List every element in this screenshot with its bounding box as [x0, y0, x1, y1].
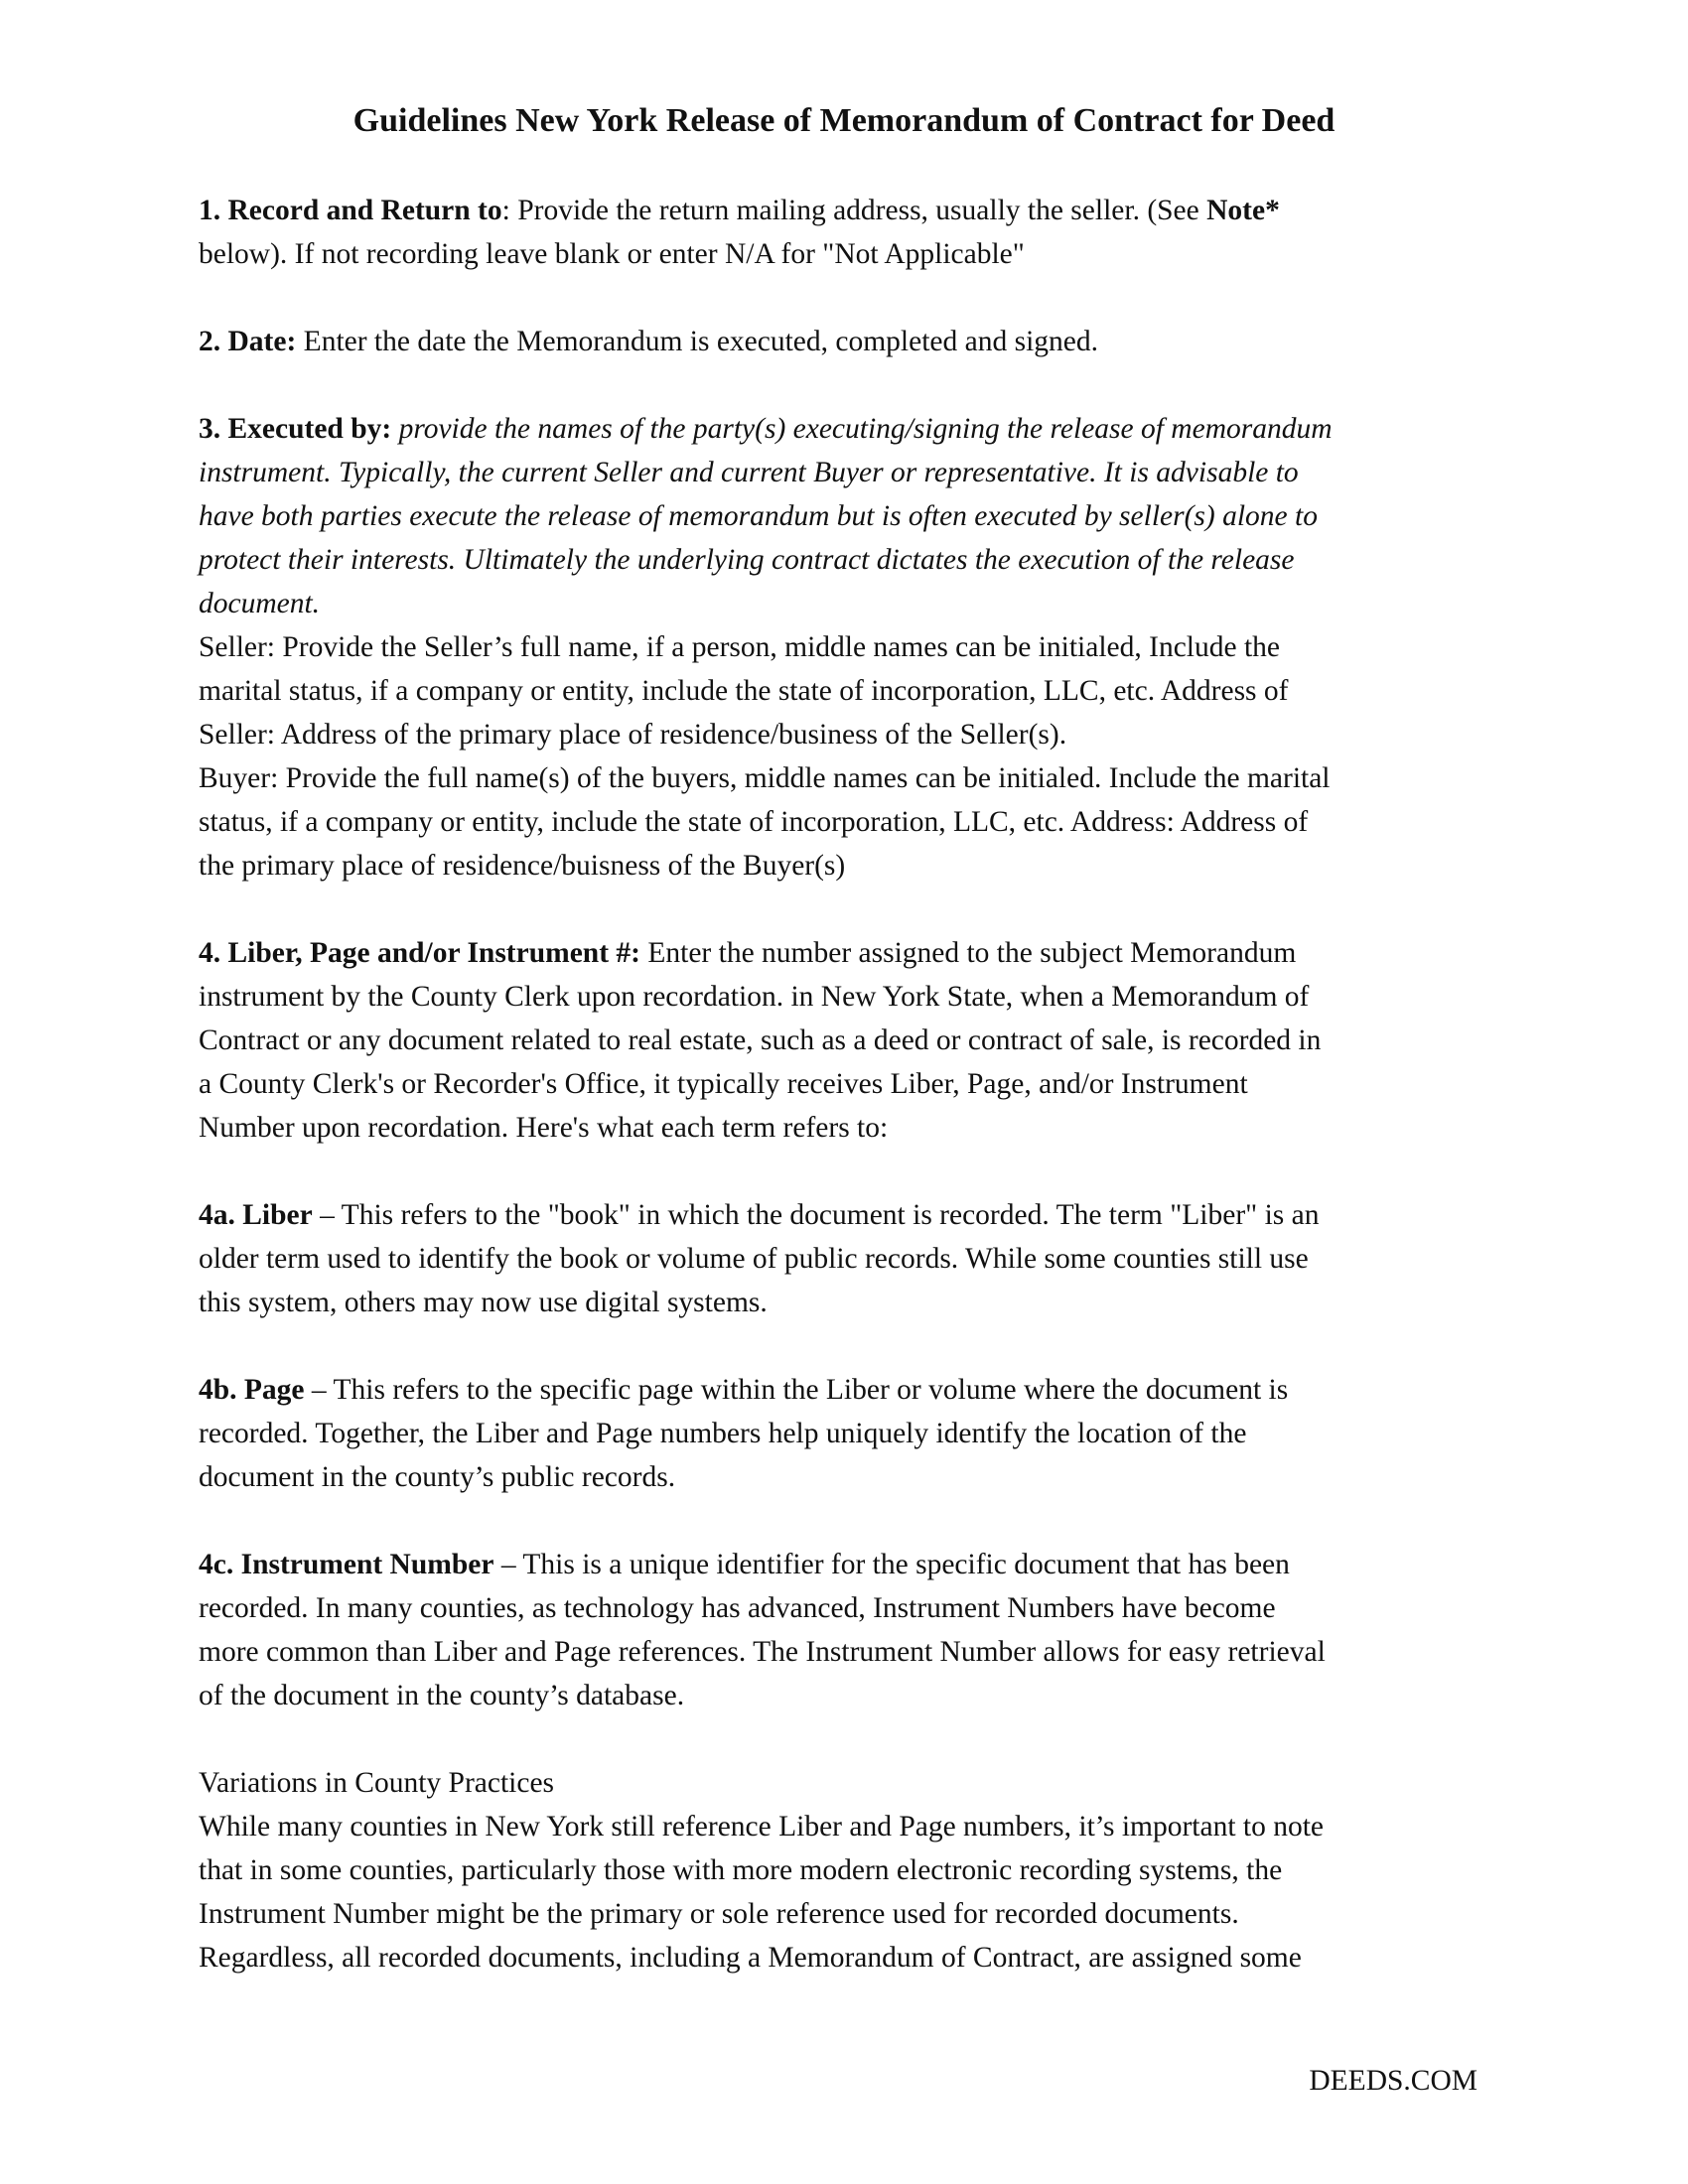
section-italic-line: document.	[199, 588, 321, 619]
section-line	[199, 1543, 1489, 1586]
section-line	[199, 407, 1489, 451]
section-line: a County Clerk's or Recorder's Office, it typically receives Liber, Page, and/or Instrument	[199, 1068, 1248, 1100]
seller-line: Seller: Provide the Seller’s full name, if a person, middle names can be initialed, Include the	[199, 631, 1280, 663]
section-line: Contract or any document related to real estate, such as a deed or contract of sale, is recorded in	[199, 1024, 1322, 1056]
section-subheading: Variations in County Practices	[199, 1767, 555, 1799]
section-line: document in the county’s public records.	[199, 1461, 676, 1493]
section-line: Regardless, all recorded documents, including a Memorandum of Contract, are assigned some	[199, 1942, 1302, 1974]
seller-line: marital status, if a company or entity, include the state of incorporation, LLC, etc. Address of	[199, 675, 1289, 707]
section-line: Number upon recordation. Here's what each term refers to:	[199, 1112, 889, 1144]
section-line: this system, others may now use digital systems.	[199, 1287, 768, 1318]
section-italic-line: protect their interests. Ultimately the underlying contract dictates the execution of the release	[199, 544, 1295, 576]
section-line	[199, 1368, 1489, 1412]
buyer-line: Buyer: Provide the full name(s) of the buyers, middle names can be initialed. Include the marital	[199, 762, 1331, 794]
section-heading: 2. Date:	[199, 326, 297, 357]
section-line: recorded. In many counties, as technology has advanced, Instrument Numbers have become	[199, 1592, 1276, 1624]
section-heading: 4. Liber, Page and/or Instrument #:	[199, 937, 640, 969]
section-line	[199, 320, 1489, 363]
section-line: instrument by the County Clerk upon recordation. in New York State, when a Memorandum of	[199, 981, 1310, 1013]
section-italic-line: have both parties execute the release of memorandum but is often executed by seller(s) alone to	[199, 500, 1318, 532]
section-heading: 4c. Instrument Number	[199, 1549, 494, 1580]
note-reference: Note*	[1206, 195, 1280, 226]
section-line	[199, 1193, 1489, 1237]
section-line	[199, 931, 1489, 975]
section-text: : Provide the return mailing address, usually the seller. (See	[501, 195, 1207, 226]
section-line: more common than Liber and Page references. The Instrument Number allows for easy retrieval	[199, 1636, 1326, 1668]
section-italic-line: instrument. Typically, the current Seller and current Buyer or representative. It is advisable to	[199, 457, 1299, 488]
section-liber	[199, 1193, 1489, 1324]
section-line: that in some counties, particularly those with more modern electronic recording systems, the	[199, 1854, 1283, 1886]
footer-brand: DEEDS.COM	[1309, 2065, 1477, 2097]
section-line: While many counties in New York still reference Liber and Page numbers, it’s important to note	[199, 1811, 1325, 1843]
section-text: Enter the number assigned to the subject Memorandum	[639, 937, 1297, 969]
section-line: recorded. Together, the Liber and Page numbers help uniquely identify the location of the	[199, 1418, 1247, 1449]
section-text: – This is a unique identifier for the specific document that has been	[493, 1549, 1290, 1580]
buyer-line: status, if a company or entity, include the state of incorporation, LLC, etc. Address: Address of	[199, 806, 1309, 838]
section-text: – This refers to the specific page within the Liber or volume where the document is	[304, 1374, 1289, 1406]
section-italic-text: provide the names of the party(s) executing/signing the release of memorandum	[391, 413, 1333, 445]
section-date	[199, 320, 1489, 363]
section-heading: 3. Executed by:	[199, 413, 392, 445]
section-heading: 4a. Liber	[199, 1199, 313, 1231]
document-page	[199, 99, 1489, 1979]
seller-line: Seller: Address of the primary place of residence/business of the Seller(s).	[199, 719, 1067, 751]
section-page	[199, 1368, 1489, 1499]
section-line: of the document in the county’s database.	[199, 1680, 685, 1711]
section-line: Instrument Number might be the primary or sole reference used for recorded documents.	[199, 1898, 1239, 1930]
page-title: Guidelines New York Release of Memorandum of Contract for Deed	[352, 102, 1336, 139]
section-line	[199, 189, 1489, 232]
section-liber-page-instrument	[199, 931, 1489, 1150]
section-record-and-return	[199, 189, 1489, 276]
section-instrument-number	[199, 1543, 1489, 1717]
section-heading: 4b. Page	[199, 1374, 305, 1406]
section-line: older term used to identify the book or volume of public records. While some counties still use	[199, 1243, 1309, 1275]
section-line: below). If not recording leave blank or enter N/A for "Not Applicable"	[199, 238, 1025, 270]
section-variations	[199, 1761, 1489, 1979]
section-executed-by	[199, 407, 1489, 887]
section-text: – This refers to the "book" in which the document is recorded. The term "Liber" is an	[312, 1199, 1320, 1231]
buyer-line: the primary place of residence/buisness of the Buyer(s)	[199, 850, 846, 882]
section-text: Enter the date the Memorandum is executed, completed and signed.	[296, 326, 1099, 357]
section-heading: 1. Record and Return to	[199, 195, 502, 226]
